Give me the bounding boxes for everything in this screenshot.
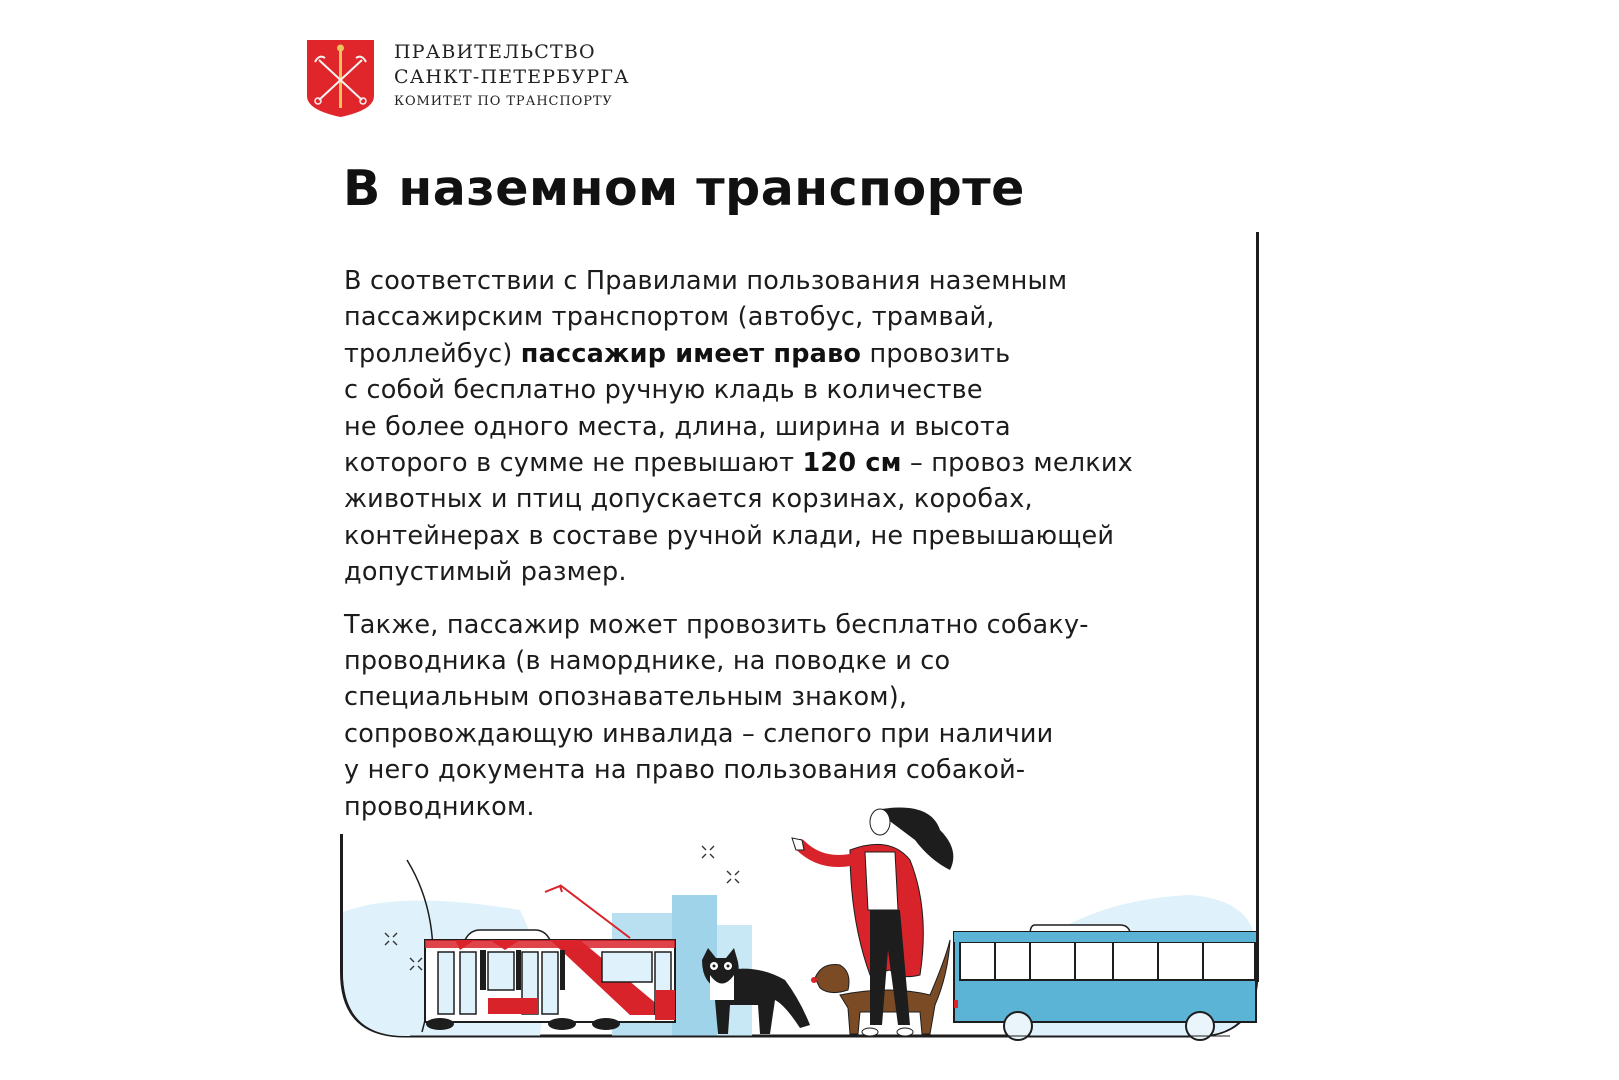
transport-illustration xyxy=(330,800,1270,1060)
paragraph-1 xyxy=(344,263,1244,591)
text-segment: сопровождающую инвалида – слепого при наличии xyxy=(344,718,1054,749)
header-logo xyxy=(305,38,630,118)
text-segment: В соответствии с Правилами пользования наземным xyxy=(344,266,1068,296)
text-line xyxy=(344,263,1244,299)
text-segment: проводником. xyxy=(344,791,535,822)
text-segment: не более одного места, длина, ширина и высота xyxy=(344,411,1011,442)
text-line xyxy=(344,752,1244,788)
organization-name xyxy=(394,38,630,113)
cat-icon xyxy=(702,948,810,1034)
emphasis-text: пассажир имеет право xyxy=(520,338,862,369)
text-line xyxy=(344,409,1244,445)
text-line xyxy=(344,518,1244,554)
text-segment: которого в сумме не превышают xyxy=(344,448,803,479)
text-line xyxy=(344,481,1244,517)
department-name: КОМИТЕТ ПО ТРАНСПОРТУ xyxy=(394,94,613,109)
text-line xyxy=(344,299,1244,335)
text-segment: контейнерах в составе ручной клади, не превышающей xyxy=(344,520,1115,551)
text-line xyxy=(344,716,1244,752)
text-segment: с собой бесплатно ручную кладь в количестве xyxy=(344,375,983,406)
organization-line2: САНКТ-ПЕТЕРБУРГА xyxy=(394,66,630,88)
text-line xyxy=(344,679,1244,715)
text-segment: Также, пассажир может провозить бесплатно собаку- xyxy=(344,609,1089,640)
text-line xyxy=(344,336,1244,372)
coat-of-arms-icon xyxy=(305,38,376,118)
text-segment: животных и птиц допускается корзинах, коробах, xyxy=(344,484,1033,515)
text-segment: троллейбус) xyxy=(344,338,521,369)
text-segment: пассажирским транспортом (автобус, трамвай, xyxy=(344,302,995,333)
text-line xyxy=(344,372,1244,408)
text-segment: проводника (в наморднике, на поводке и со xyxy=(344,646,951,677)
paragraph-2 xyxy=(344,607,1244,825)
organization-line1: ПРАВИТЕЛЬСТВО xyxy=(394,41,596,63)
text-line xyxy=(344,554,1244,590)
text-line xyxy=(344,607,1244,643)
text-segment: – провоз мелких xyxy=(901,448,1133,479)
page-title: В наземном транспорте xyxy=(343,160,1025,217)
emphasis-text: 120 см xyxy=(802,448,902,479)
bus-icon xyxy=(954,925,1256,1040)
text-segment: специальным опознавательным знаком), xyxy=(344,682,908,713)
text-segment: у него документа на право пользования собакой- xyxy=(344,755,1026,786)
text-line xyxy=(344,445,1244,481)
body-text xyxy=(344,263,1244,825)
text-segment: провозить xyxy=(861,338,1011,369)
text-segment: допустимый размер. xyxy=(344,557,627,588)
text-line xyxy=(344,643,1244,679)
